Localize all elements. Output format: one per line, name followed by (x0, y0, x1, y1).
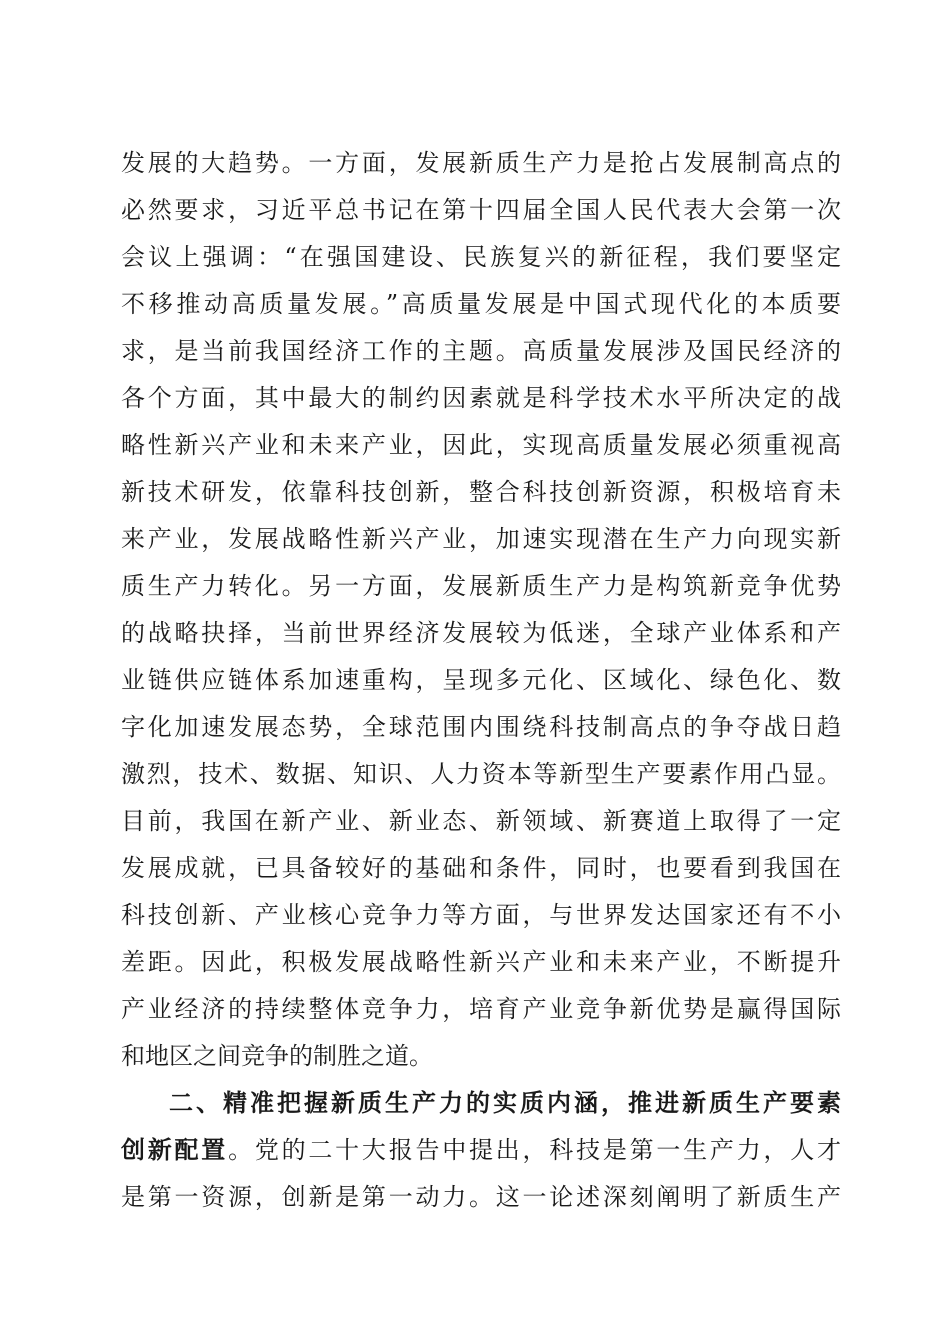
text-line: 产业经济的持续整体竞争力，培育产业竞争新优势是赢得国际 (121, 995, 841, 1023)
text-line: 的战略抉择，当前世界经济发展较为低迷，全球产业体系和产 (121, 619, 841, 647)
section-body-start: 。党的二十大报告中提出，科技是第一生产力，人才 (228, 1136, 841, 1164)
text-line: 业链供应链体系加速重构，呈现多元化、区域化、绿色化、数 (121, 666, 841, 694)
text-line: 不移推动高质量发展。”高质量发展是中国式现代化的本质要 (121, 290, 841, 318)
text-line: 各个方面，其中最大的制约因素就是科学技术水平所决定的战 (121, 384, 841, 412)
text-line: 和地区之间竞争的制胜之道。 (121, 1042, 433, 1070)
text-line: 差距。因此，积极发展战略性新兴产业和未来产业，不断提升 (121, 948, 841, 976)
text-line: 目前，我国在新产业、新业态、新领域、新赛道上取得了一定 (121, 807, 841, 835)
section-heading-bold-tail: 创新配置 (121, 1136, 229, 1164)
section-heading: 二、精准把握新质生产力的实质内涵，推进新质生产要素 (169, 1089, 841, 1117)
text-line: 必然要求，习近平总书记在第十四届全国人民代表大会第一次 (121, 196, 841, 224)
text-line: 发展成就，已具备较好的基础和条件，同时，也要看到我国在 (121, 854, 841, 882)
text-line: 科技创新、产业核心竞争力等方面，与世界发达国家还有不小 (121, 901, 841, 929)
text-line: 是第一资源，创新是第一动力。这一论述深刻阐明了新质生产 (121, 1183, 841, 1211)
text-line: 激烈，技术、数据、知识、人力资本等新型生产要素作用凸显。 (121, 760, 841, 788)
text-line: 求，是当前我国经济工作的主题。高质量发展涉及国民经济的 (121, 337, 841, 365)
body-text (121, 140, 841, 1221)
text-line: 会议上强调：“在强国建设、民族复兴的新征程，我们要坚定 (121, 243, 841, 271)
text-line: 字化加速发展态势，全球范围内围绕科技制高点的争夺战日趋 (121, 713, 841, 741)
section-heading-continuation (121, 1127, 841, 1174)
text-line: 新技术研发，依靠科技创新，整合科技创新资源，积极培育未 (121, 478, 841, 506)
text-line: 略性新兴产业和未来产业，因此，实现高质量发展必须重视高 (121, 431, 841, 459)
text-line: 发展的大趋势。一方面，发展新质生产力是抢占发展制高点的 (121, 149, 841, 177)
text-line: 质生产力转化。另一方面，发展新质生产力是构筑新竞争优势 (121, 572, 841, 600)
text-line: 来产业，发展战略性新兴产业，加速实现潜在生产力向现实新 (121, 525, 841, 553)
